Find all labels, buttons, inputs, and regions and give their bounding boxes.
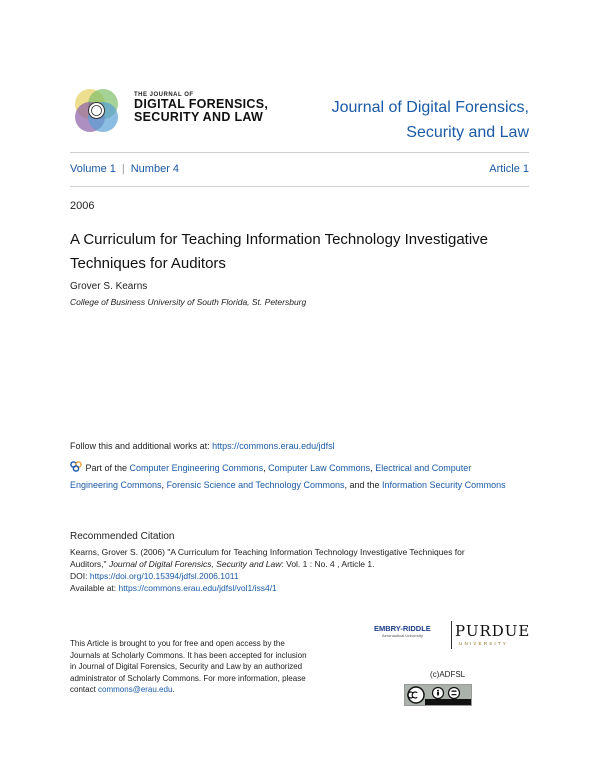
follow-link[interactable]: https://commons.erau.edu/jdfsl: [212, 441, 335, 451]
author-affiliation: College of Business University of South Florida, St. Petersburg: [70, 297, 307, 307]
brand-small-text: THE JOURNAL OF: [134, 92, 194, 98]
journal-title-line-1[interactable]: Journal of Digital Forensics,: [331, 99, 529, 116]
access-note-text: This Article is brought to you for free and open access by the Journals at Scholarly Commons. It has been accepted for inclusion in Journal of Digital Forensics, Security and Law by an authorized administrator of Scholarly Commons. For more information, please contact: [70, 639, 307, 694]
citation-text-b: : Vol. 1 : No. 4 , Article 1.: [281, 559, 375, 569]
access-note-end: .: [172, 685, 175, 694]
article-title-line-2: Techniques for Auditors: [70, 255, 226, 272]
commons-and: , and the: [344, 480, 383, 490]
purdue-sub: UNIVERSITY: [459, 641, 509, 646]
doi-link[interactable]: https://doi.org/10.15394/jdfsl.2006.1011: [89, 571, 239, 581]
article-title-line-1: A Curriculum for Teaching Information Technology Investigative: [70, 231, 489, 248]
publication-year: 2006: [70, 200, 95, 212]
follow-text: Follow this and additional works at:: [70, 441, 213, 451]
access-note: [70, 638, 310, 696]
brand-line-2: SECURITY AND LAW: [134, 110, 264, 124]
volume-link[interactable]: Volume 1: [70, 163, 116, 175]
journal-title[interactable]: [332, 95, 529, 145]
contact-email-link[interactable]: commons@erau.edu: [98, 685, 173, 694]
journal-title-line-2[interactable]: Security and Law: [406, 124, 529, 141]
creative-commons-icon[interactable]: [404, 684, 472, 706]
copyright-text: (c)ADFSL: [430, 670, 466, 679]
commons-separator: ,: [263, 463, 269, 473]
follow-line: [70, 441, 335, 451]
issue-separator: |: [121, 163, 125, 175]
part-of-prefix: Part of the: [85, 463, 130, 473]
citation-available: [70, 582, 530, 594]
issue-bar: [70, 163, 529, 175]
number-link[interactable]: Number 4: [130, 163, 180, 175]
citation-line-2: [70, 558, 530, 570]
network-icon: [70, 461, 83, 472]
brand-line-1: DIGITAL FORENSICS,: [134, 97, 269, 111]
purdue-logo: PURDUE: [455, 622, 531, 640]
citation-journal: Journal of Digital Forensics, Security and Law: [108, 559, 282, 569]
citation-line-1: Kearns, Grover S. (2006) "A Curriculum for Teaching Information Technology Investigative Techniques for: [70, 547, 465, 557]
divider-bottom: [70, 186, 529, 187]
journal-logo: [68, 84, 128, 136]
author-name: Grover S. Kearns: [70, 281, 148, 292]
citation-heading: Recommended Citation: [70, 531, 175, 542]
citation-text-a: Auditors,": [70, 559, 109, 569]
commons-link-computer-engineering[interactable]: Computer Engineering Commons: [129, 463, 264, 473]
available-label: Available at:: [70, 583, 119, 593]
embry-riddle-name: EMBRY-RIDDLE: [374, 624, 431, 633]
citation-doi: [70, 570, 530, 582]
article-title: [70, 228, 530, 276]
commons-link-electrical-computer-engineering[interactable]: Electrical and Computer Engineering Commons: [70, 463, 472, 490]
embry-riddle-sub: Aeronautical University: [381, 633, 423, 638]
commons-link-computer-law[interactable]: Computer Law Commons: [268, 463, 371, 473]
divider-top: [70, 152, 529, 153]
embry-riddle-logo: [374, 625, 431, 639]
commons-link-forensic-science[interactable]: Forensic Science and Technology Commons: [166, 480, 345, 490]
logo-divider: [451, 621, 452, 649]
available-link[interactable]: https://commons.erau.edu/jdfsl/vol1/iss4/1: [118, 583, 277, 593]
doi-label: DOI:: [70, 571, 90, 581]
brand-name: [134, 98, 268, 124]
article-link[interactable]: Article 1: [489, 163, 529, 175]
commons-separator: ,: [161, 480, 167, 490]
commons-link-information-security[interactable]: Information Security Commons: [382, 480, 506, 490]
part-of-block: [70, 460, 510, 494]
commons-separator: ,: [370, 463, 376, 473]
citation-block: [70, 546, 530, 594]
